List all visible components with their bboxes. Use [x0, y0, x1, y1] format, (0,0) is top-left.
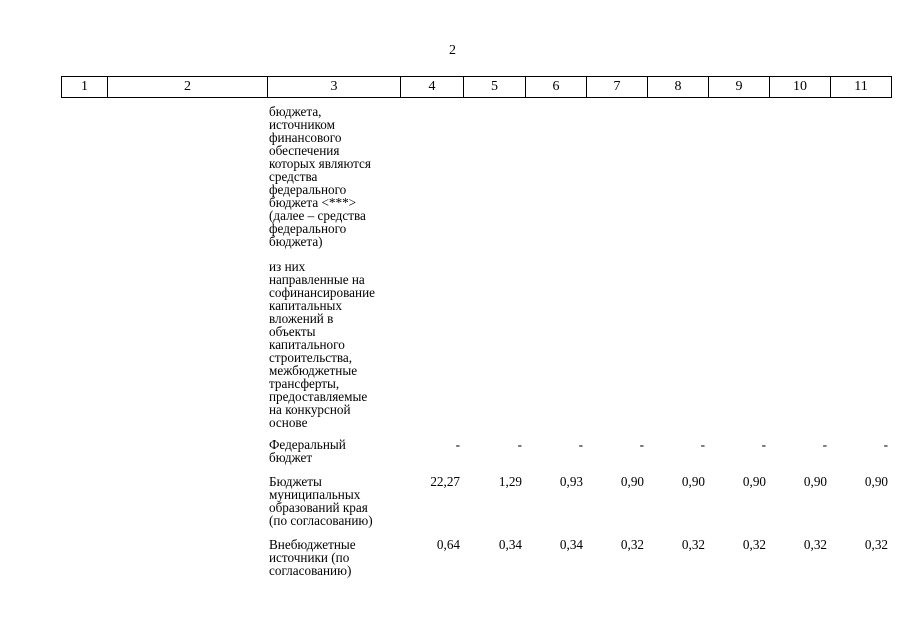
value-cell: 0,32 — [803, 537, 827, 552]
value-cell: 0,32 — [864, 537, 888, 552]
value-cell: 0,34 — [498, 537, 522, 552]
column-number-cell: 2 — [108, 77, 268, 98]
value-cell: 0,90 — [742, 474, 766, 489]
page-number: 2 — [449, 43, 456, 58]
column-number-cell: 8 — [648, 77, 709, 98]
column-number-cell: 9 — [709, 77, 770, 98]
column-number-cell: 7 — [587, 77, 648, 98]
value-cell: - — [455, 437, 460, 452]
column-number-header — [61, 76, 892, 98]
column-number-cell: 11 — [831, 77, 892, 98]
value-cell: 0,32 — [681, 537, 705, 552]
value-cell: 0,32 — [742, 537, 766, 552]
column-number-cell: 5 — [464, 77, 526, 98]
row-label: Бюджеты муниципальных образований края (по согласованию) — [269, 474, 373, 528]
value-cell: 0,64 — [436, 537, 460, 552]
value-cell: 0,93 — [559, 474, 583, 489]
row-label: Внебюджетные источники (по согласованию) — [269, 537, 356, 578]
value-cell: - — [822, 437, 827, 452]
column-number-cell: 10 — [770, 77, 831, 98]
row-label: Федеральный бюджет — [269, 437, 346, 465]
column-number-cell: 6 — [526, 77, 587, 98]
value-cell: - — [761, 437, 766, 452]
value-cell: 22,27 — [430, 474, 460, 489]
value-cell: 0,90 — [681, 474, 705, 489]
value-cell: 0,90 — [620, 474, 644, 489]
value-cell: - — [578, 437, 583, 452]
value-cell: 0,90 — [864, 474, 888, 489]
column-number-cell: 4 — [401, 77, 464, 98]
column-number-cell: 3 — [268, 77, 401, 98]
value-cell: - — [883, 437, 888, 452]
value-cell: - — [700, 437, 705, 452]
value-cell: 1,29 — [498, 474, 522, 489]
column-number-cell: 1 — [62, 77, 108, 98]
value-cell: - — [517, 437, 522, 452]
funding-source-description: бюджета, источником финансового обеспечения которых являются средства федерального бюджета <***> (далее – средства федерального бюджета) — [269, 104, 371, 249]
value-cell: 0,34 — [559, 537, 583, 552]
capital-investment-description: из них направленные на софинансирование капитальных вложений в объекты капитального строительства, межбюджетные трансферты, предоставляемые на конкурсной основе — [269, 259, 375, 430]
value-cell: 0,90 — [803, 474, 827, 489]
value-cell: - — [639, 437, 644, 452]
value-cell: 0,32 — [620, 537, 644, 552]
